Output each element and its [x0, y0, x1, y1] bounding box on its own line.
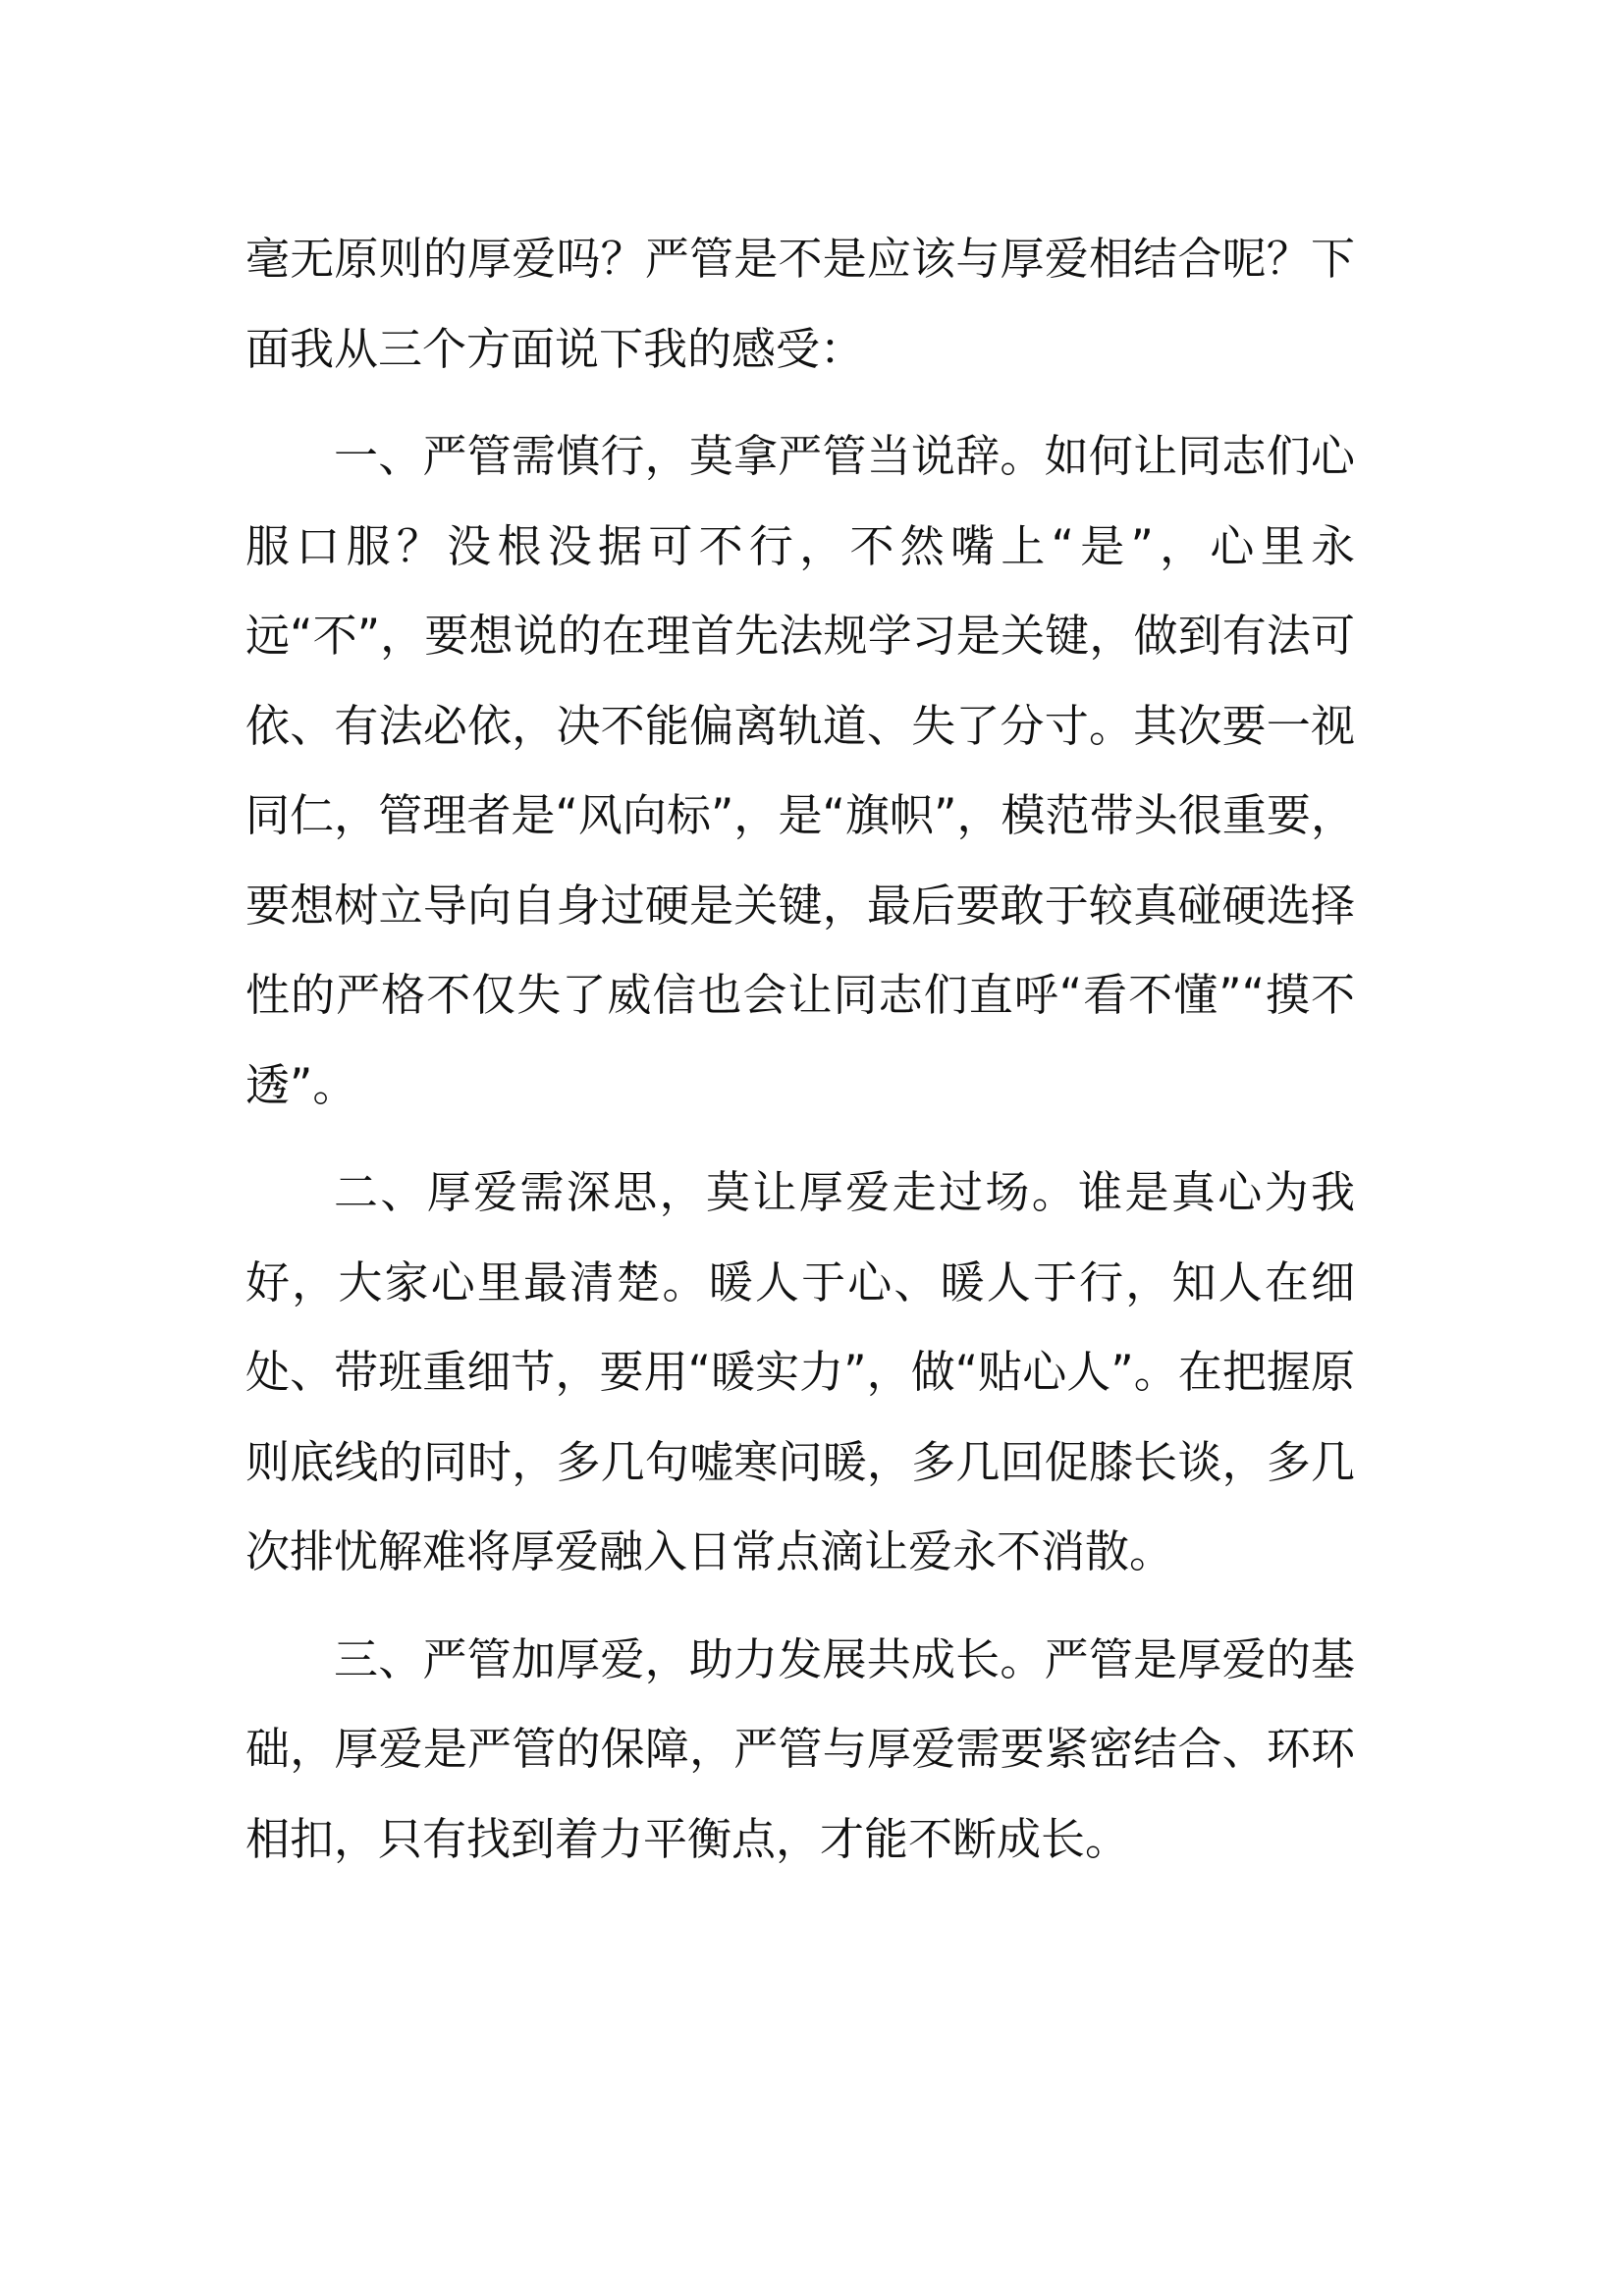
document-body [245, 214, 1355, 1884]
paragraph-point-one: 一、严管需慎行，莫拿严管当说辞。如何让同志们心服口服？没根没据可不行，不然嘴上“是”，心里永远“不”，要想说的在理首先法规学习是关键，做到有法可依、有法必依，决不能偏离轨道、失了分寸。其次要一视同仁，管理者是“风向标”，是“旗帜”，模范带头很重要，要想树立导向自身过硬是关键，最后要敢于较真碰硬选择性的严格不仅失了威信也会让同志们直呼“看不懂”“摸不透”。 [245, 430, 1355, 1111]
paragraph-point-three: 三、严管加厚爱，助力发展共成长。严管是厚爱的基础，厚爱是严管的保障，严管与厚爱需要紧密结合、环环相扣，只有找到着力平衡点，才能不断成长。 [245, 1632, 1355, 1865]
paragraph-point-two: 二、厚爱需深思，莫让厚爱走过场。谁是真心为我好，大家心里最清楚。暖人于心、暖人于行，知人在细处、带班重细节，要用“暖实力”，做“贴心人”。在把握原则底线的同时，多几句嘘寒问暖，多几回促膝长谈，多几次排忧解难将厚爱融入日常点滴让爱永不消散。 [245, 1166, 1355, 1577]
paragraph-intro-continuation: 毫无原则的厚爱吗？严管是不是应该与厚爱相结合呢？下面我从三个方面说下我的感受： [245, 233, 1355, 375]
